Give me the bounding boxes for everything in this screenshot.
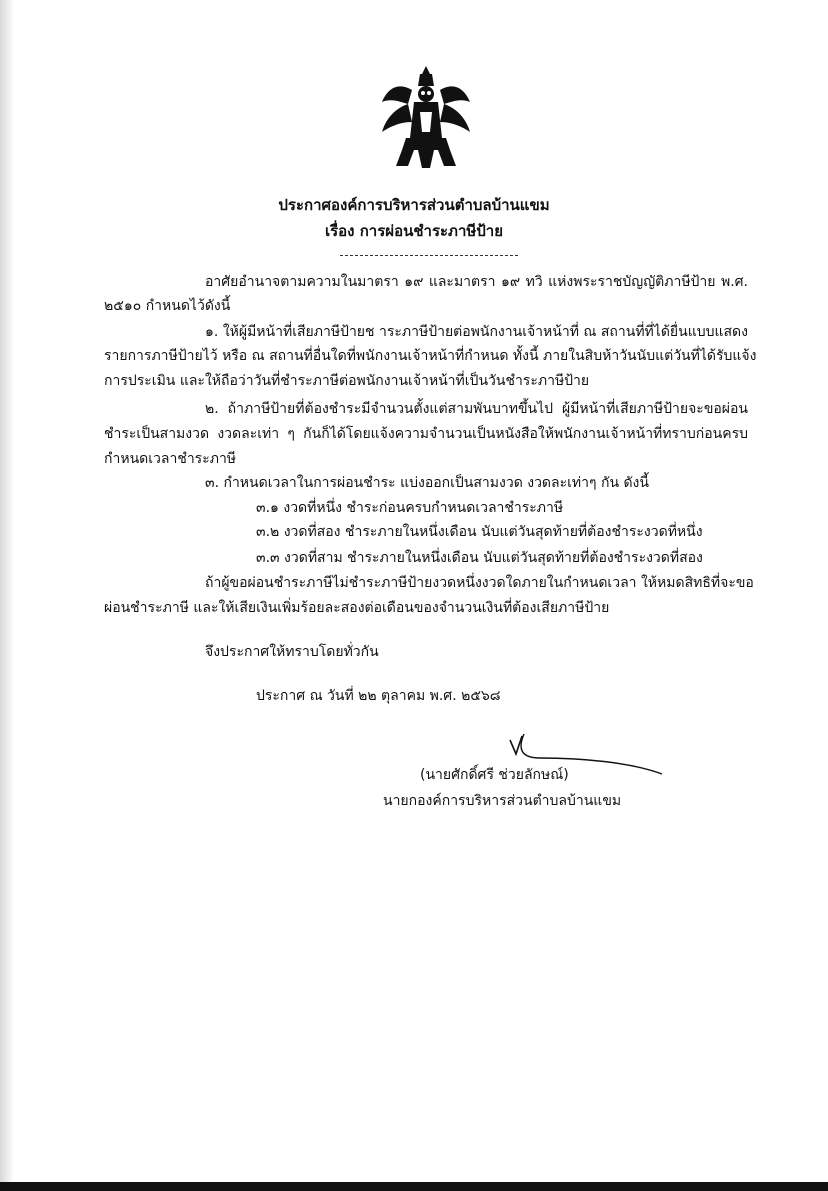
penalty-line: ถ้าผู้ขอผ่อนชำระภาษีไม่ชำระภาษีป้ายงวดหนึ่งงวดใดภายในกำหนดเวลา ให้หมดสิทธิที่จะขอ: [205, 575, 754, 591]
installment-3: ๓.๓ งวดที่สาม ชำระภายในหนึ่งเดือน นับแต่วันสุดท้ายที่ต้องชำระงวดที่สอง: [256, 550, 703, 566]
clause-2-line: ชำระเป็นสามงวด งวดละเท่า ๆ กันก็ได้โดยแจ้งความจำนวนเป็นหนังสือให้พนักงานเจ้าหน้าที่ทราบก่อนครบ: [104, 426, 748, 442]
intro-text-line: ๒๕๑๐ กำหนดไว้ดังนี้: [104, 298, 231, 314]
clause-1-line: ๑. ให้ผู้มีหน้าที่เสียภาษีป้ายช าระภาษีป้ายต่อพนักงานเจ้าหน้าที่ ณ สถานที่ที่ได้ยื่นแบบแสดง: [205, 324, 748, 340]
scan-edge-bottom: [0, 1182, 828, 1191]
title-divider: [340, 255, 518, 256]
closing-statement: จึงประกาศให้ทราบโดยทั่วกัน: [205, 644, 379, 660]
clause-1-line: การประเมิน และให้ถือว่าวันที่ชำระภาษีต่อพนักงานเจ้าหน้าที่เป็นวันชำระภาษีป้าย: [104, 373, 590, 389]
garuda-emblem-icon: [378, 62, 474, 174]
penalty-line: ผ่อนชำระภาษี และให้เสียเงินเพิ่มร้อยละสองต่อเดือนของจำนวนเงินที่ต้องเสียภาษีป้าย: [104, 600, 610, 616]
installment-2: ๓.๒ งวดที่สอง ชำระภายในหนึ่งเดือน นับแต่วันสุดท้ายที่ต้องชำระงวดที่หนึ่ง: [256, 524, 703, 540]
announcement-title: ประกาศองค์การบริหารส่วนตำบลบ้านแขม: [278, 196, 550, 214]
clause-2-line: กำหนดเวลาชำระภาษี: [104, 451, 237, 467]
scan-shadow-left: [0, 0, 14, 1191]
announcement-date: ประกาศ ณ วันที่ ๒๒ ตุลาคม พ.ศ. ๒๕๖๘: [256, 688, 501, 704]
clause-3: ๓. กำหนดเวลาในการผ่อนชำระ แบ่งออกเป็นสามงวด งวดละเท่าๆ กัน ดังนี้: [205, 475, 649, 491]
clause-1-line: รายการภาษีป้ายไว้ หรือ ณ สถานที่อื่นใดที่พนักงานเจ้าหน้าที่กำหนด ทั้งนี้ ภายในสิบห้าวันนับแต่วันที่ได้รับแจ้ง: [104, 348, 757, 364]
announcement-subject: เรื่อง การผ่อนชำระภาษีป้าย: [324, 222, 503, 240]
clause-2-line: ๒. ถ้าภาษีป้ายที่ต้องชำระมีจำนวนตั้งแต่สามพันบาทขึ้นไป ผู้มีหน้าที่เสียภาษีป้ายจะขอผ่อน: [205, 401, 748, 417]
signatory-position: นายกองค์การบริหารส่วนตำบลบ้านแขม: [383, 793, 622, 809]
intro-text-line: อาศัยอำนาจตามความในมาตรา ๑๙ และมาตรา ๑๙ ทวิ แห่งพระราชบัญญัติภาษีป้าย พ.ศ.: [205, 274, 748, 290]
installment-1: ๓.๑ งวดที่หนึ่ง ชำระก่อนครบกำหนดเวลาชำระภาษี: [256, 500, 564, 516]
signatory-name: (นายศักดิ์ศรี ช่วยลักษณ์): [420, 767, 569, 783]
